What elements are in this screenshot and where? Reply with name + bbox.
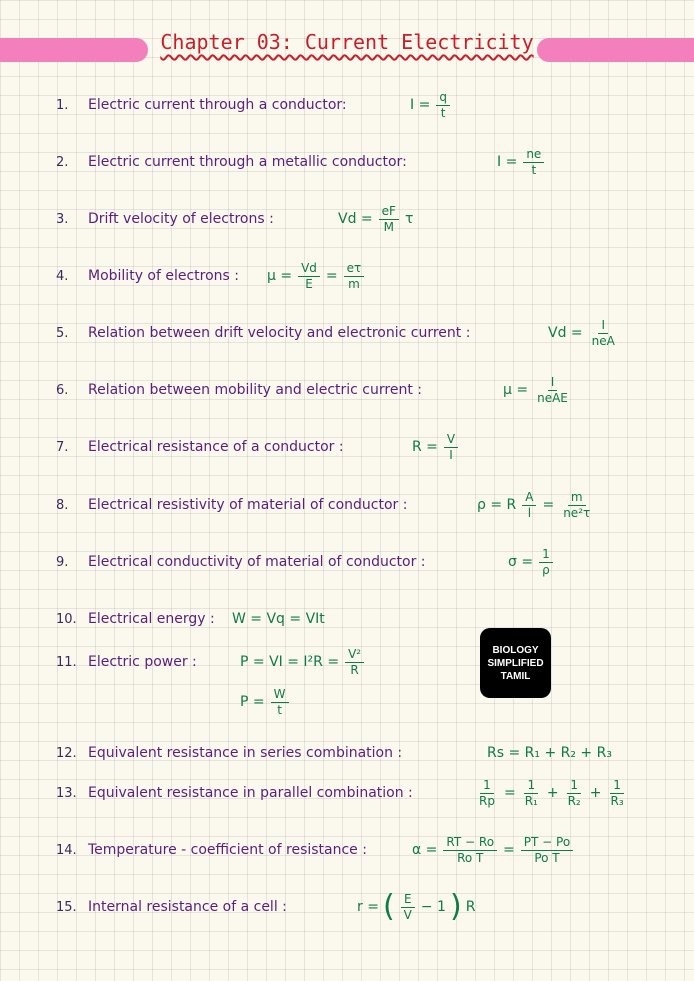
item-number: 5. xyxy=(56,325,69,341)
item-label: Electric current through a metallic conductor: xyxy=(88,154,407,170)
formula: Vd = $\frac{I}{\text{neA}}$ xyxy=(548,317,615,348)
formula: P = VI = I²R = $\frac{\text{V²}}{R}$ xyxy=(240,647,366,678)
item-label: Mobility of electrons : xyxy=(88,268,240,284)
formula: μ = $\frac{Vd}{E}$ = $\frac{e\tau}{m}$ xyxy=(267,261,366,292)
item-number: 11. xyxy=(56,654,77,670)
formula: W = Vq = VIt xyxy=(232,611,325,627)
formula: σ = $\frac{1}{\rho}$ xyxy=(508,547,555,578)
item-label: Electric current through a conductor: xyxy=(88,97,347,113)
formula: R = $\frac{V}{I}$ xyxy=(412,432,460,463)
item-number: 8. xyxy=(56,497,69,513)
item-label: Electric power : xyxy=(88,654,197,670)
item-number: 12. xyxy=(56,745,77,761)
item-label: Relation between drift velocity and electronic current : xyxy=(88,325,471,341)
formula: P = $\frac{W}{t}$ xyxy=(240,687,291,718)
formula: α = $\frac{RT - Ro}{\text{Ro T}}$ = $\frac{PT - Po}{\text{Po T}}$ xyxy=(412,835,575,866)
item-number: 4. xyxy=(56,268,69,284)
formula: r = ( $\frac{E}{V}$ − 1 ) R xyxy=(357,889,476,924)
formula: ρ = R $\frac{A}{l}$ = $\frac{m}{\text{ne²τ}}$ xyxy=(477,489,591,520)
item-number: 1. xyxy=(56,97,69,113)
formula: I = $\frac{q}{t}$ xyxy=(410,90,452,121)
item-label: Equivalent resistance in parallel combination : xyxy=(88,785,413,801)
formula: $\frac{1}{Rp}$ = $\frac{1}{\text{R₁}}$ + $\frac{1}{\text{R₂}}$ + $\frac{1}{\text{R₃}}$ xyxy=(479,777,624,808)
item-label: Relation between mobility and electric current : xyxy=(88,382,422,398)
item-number: 14. xyxy=(56,842,77,858)
item-label: Electrical resistivity of material of conductor : xyxy=(88,497,408,513)
item-number: 10. xyxy=(56,611,77,627)
item-label: Internal resistance of a cell : xyxy=(88,899,287,915)
item-number: 9. xyxy=(56,554,69,570)
item-label: Electrical conductivity of material of conductor : xyxy=(88,554,426,570)
formula: μ = $\frac{I}{\text{neAE}}$ xyxy=(503,374,568,405)
formula: I = $\frac{ne}{t}$ xyxy=(497,147,546,178)
item-number: 15. xyxy=(56,899,77,915)
item-label: Equivalent resistance in series combination : xyxy=(88,745,403,761)
item-number: 6. xyxy=(56,382,69,398)
item-number: 13. xyxy=(56,785,77,801)
formula: Vd = $\frac{eF}{M}$ τ xyxy=(338,203,414,234)
brand-logo: BIOLOGY SIMPLIFIED TAMIL xyxy=(480,628,551,698)
item-label: Electrical energy : xyxy=(88,611,215,627)
item-number: 7. xyxy=(56,439,69,455)
item-label: Drift velocity of electrons : xyxy=(88,211,274,227)
page-title: Chapter 03: Current Electricity xyxy=(160,30,534,54)
item-label: Electrical resistance of a conductor : xyxy=(88,439,344,455)
formula: Rs = R₁ + R₂ + R₃ xyxy=(487,745,612,761)
item-number: 3. xyxy=(56,211,69,227)
item-label: Temperature - coefficient of resistance : xyxy=(88,842,367,858)
item-number: 2. xyxy=(56,154,69,170)
